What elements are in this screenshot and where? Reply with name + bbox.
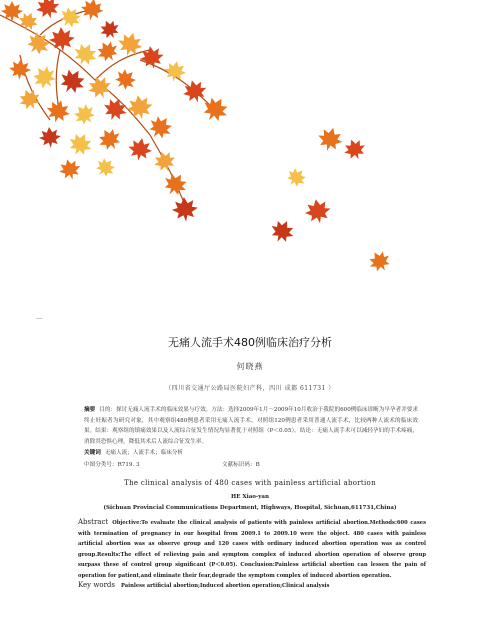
chinese-abstract-label: 摘要 [84, 407, 96, 413]
falling-leaves [267, 125, 395, 276]
chinese-abstract-text: 目的：探讨无痛人流手术的临床效果与疗效。方法：选择2009年1月～2009年10月收治于我院的600例临床诊断为早孕者并要求终止妊娠者为研究对象，其中观察组480例患者采用无痛人流手术，对照组120例患者采用普通人流手术，比较两种人流术的临床效果。结果：观察组的镇痛效果以及人流综合征发生情况均显著优于对照组（P＜0.05）。结论：无痛人流手术可以减轻孕妇的手术疼痛，消除其恐惧心理，降低其术后人流综合征发生率。 [84, 407, 418, 445]
english-abstract-label: Abstract [78, 518, 109, 526]
chinese-affiliation: （四川省交通厅公路局医院妇产科，四川 成都 611731 ） [165, 385, 335, 392]
document-code: 文献标识码：B [222, 462, 260, 468]
chinese-author: 何晓燕 [236, 362, 264, 371]
corner-mark: — [36, 314, 43, 322]
english-abstract-text: Objective:To evaluate the clinical analysis of patients with painless artificial abortion.Methods:600 cases with termination of pregnancy in our hospital from 2009.1 to 2009.10 were the object. 480 cases with painless artificial abortion was as observe group and 120 cases with ordinary induced abortion operation was as control group.Results:The effect of relieving pain and symptom complex of induced abortion operation of observe group surpass these of control group significant (P＜0.05). Conclusion:Painless artificial abortion can lessen the pain of operation for patient,and eliminate their fear,degrade the symptom complex of induced abortion operation. [78, 520, 426, 579]
english-keywords-label: Key words [78, 581, 115, 589]
english-abstract [78, 517, 426, 582]
classification-line [84, 460, 418, 468]
chinese-keywords-label: 关键词 [84, 450, 101, 456]
english-keywords-text: Painless artificial abortion;Induced abortion operation;Clinical analysis [121, 583, 330, 589]
chinese-title: 无痛人流手术480例临床治疗分析 [168, 336, 332, 349]
english-affiliation: (Sichuan Provincial Communications Department, Highways, Hospital, Sichuan,611731,China) [103, 505, 397, 511]
chinese-keywords [84, 448, 418, 456]
english-title: The clinical analysis of 480 cases with painless artificial abortion [124, 479, 376, 487]
english-author: HE Xiao-yan [231, 494, 269, 500]
english-keywords [78, 581, 426, 589]
chinese-keywords-text: 无痛人流；人流手术；临床分析 [104, 450, 184, 456]
classification-number: 中图分类号：R719. 3 [84, 462, 140, 468]
chinese-abstract [84, 405, 418, 447]
maple-leaves-decoration [0, 0, 500, 300]
